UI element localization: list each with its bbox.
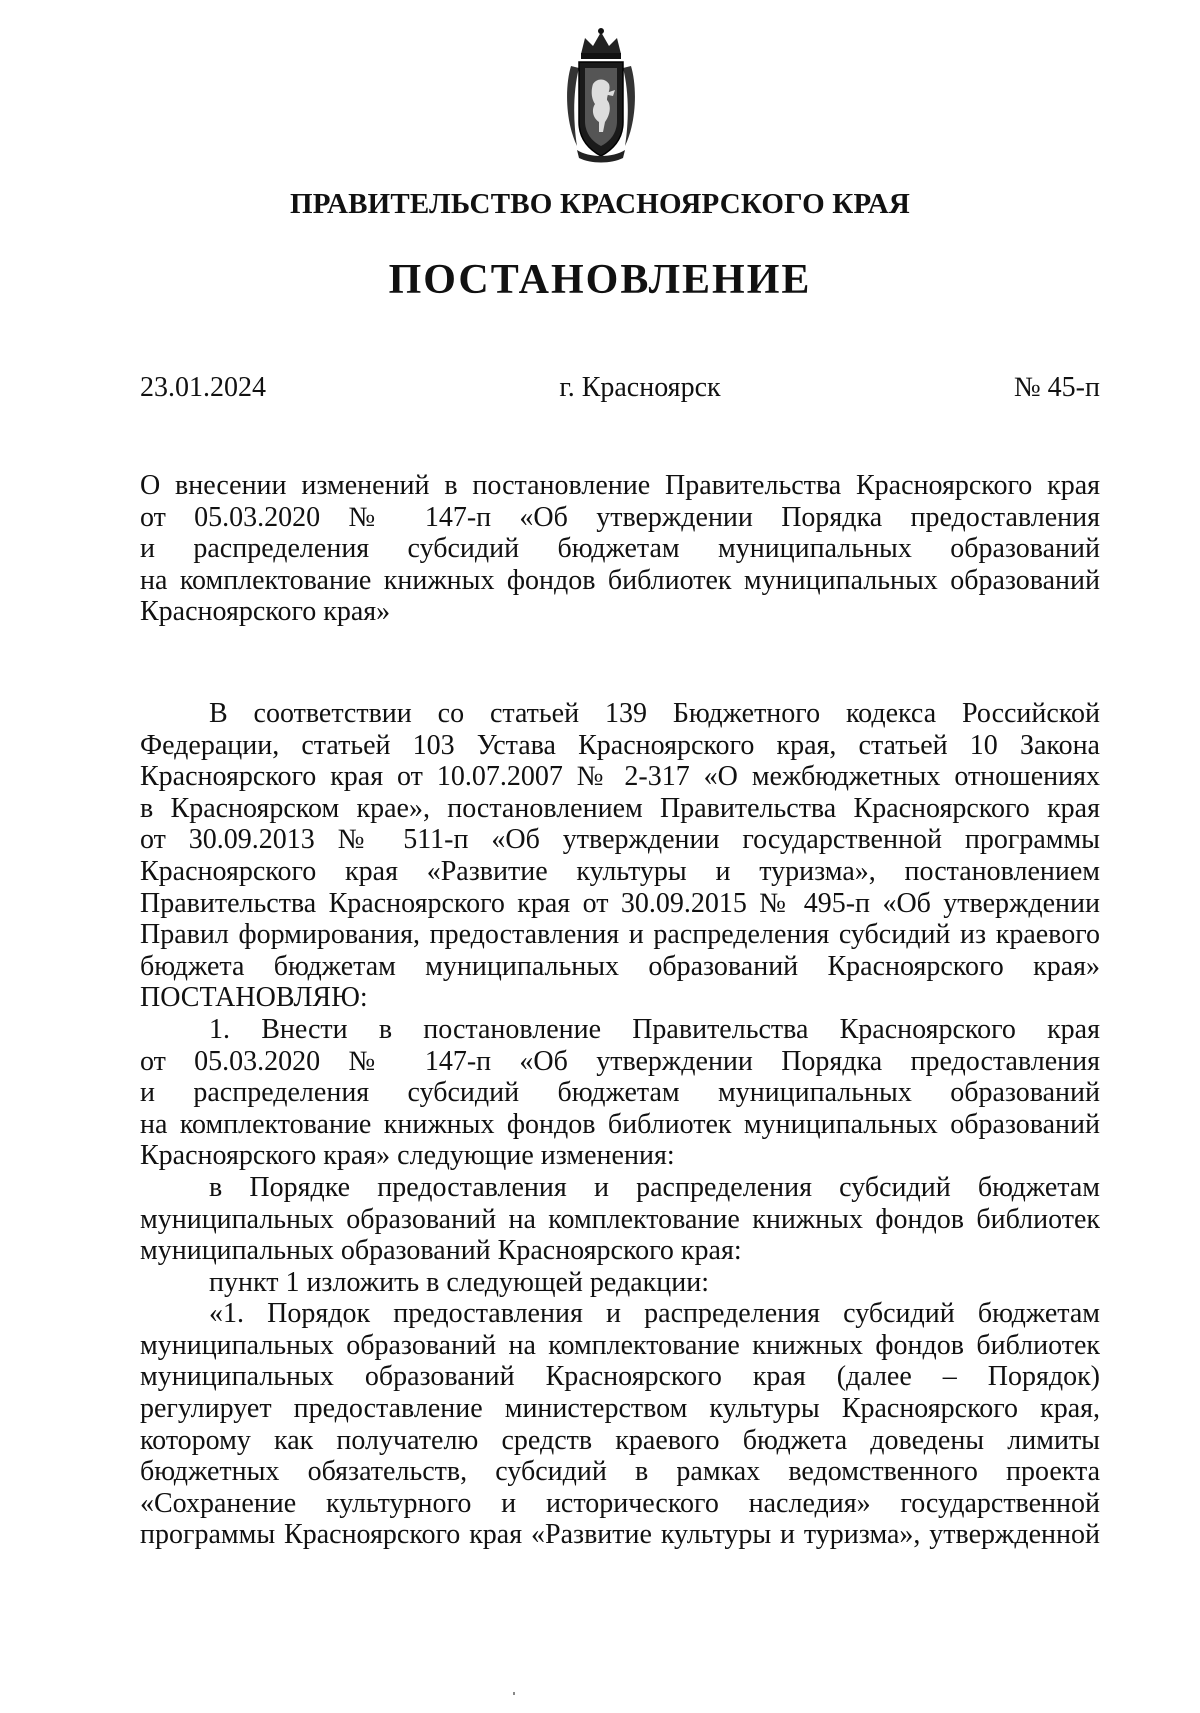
body-line: от 30.09.2013 № 511-п «Об утверждении государственной программы <box>140 824 1100 856</box>
body-line: ПОСТАНОВЛЯЮ: <box>140 982 368 1014</box>
body-line: Правительства Красноярского края от 30.09.2015 № 495-п «Об утверждении <box>140 887 1100 919</box>
krasnoyarsk-coat-of-arms-icon <box>563 26 639 166</box>
body-line: регулирует предоставление министерством культуры Красноярского края, <box>140 1393 1100 1425</box>
body-line: «Сохранение культурного и исторического наследия» государственной <box>140 1487 1100 1519</box>
body-line: муниципальных образований на комплектование книжных фондов библиотек <box>140 1203 1100 1235</box>
body-line: муниципальных образований Красноярского края (далее – Порядок) <box>140 1361 1100 1393</box>
document-number: № 45-п <box>1013 372 1100 403</box>
body-line: которому как получателю средств краевого бюджета доведены лимиты <box>140 1424 1100 1456</box>
body-line: муниципальных образований Красноярского края: <box>140 1235 742 1267</box>
body-line: на комплектование книжных фондов библиотек муниципальных образований <box>140 1108 1100 1140</box>
body-line: пункт 1 изложить в следующей редакции: <box>209 1266 709 1298</box>
body-line: Федерации, статьей 103 Устава Красноярского края, статьей 10 Закона <box>140 729 1100 761</box>
document-body <box>140 698 1100 1551</box>
body-line: Красноярского края» следующие изменения: <box>140 1140 675 1172</box>
body-line: Красноярского края от 10.07.2007 № 2-317 «О межбюджетных отношениях <box>140 761 1100 793</box>
document-meta-row <box>140 372 1100 404</box>
body-line: В соответствии со статьей 139 Бюджетного кодекса Российской <box>209 698 1100 729</box>
document-subject <box>140 470 1100 628</box>
body-line: бюджета бюджетам муниципальных образований Красноярского края» <box>140 950 1100 982</box>
document-date: 23.01.2024 <box>140 372 266 403</box>
body-line: от 05.03.2020 № 147-п «Об утверждении Порядка предоставления <box>140 1045 1100 1077</box>
body-line: в Порядке предоставления и распределения субсидий бюджетам <box>209 1171 1100 1203</box>
body-line: муниципальных образований на комплектование книжных фондов библиотек <box>140 1329 1100 1361</box>
body-line: «1. Порядок предоставления и распределения субсидий бюджетам <box>209 1298 1100 1330</box>
body-line: программы Красноярского края «Развитие культуры и туризма», утвержденной <box>140 1519 1100 1551</box>
subject-line: от 05.03.2020 № 147-п «Об утверждении Порядка предоставления <box>140 501 1100 533</box>
subject-line: Красноярского края» <box>140 596 391 628</box>
subject-line: О внесении изменений в постановление Правительства Красноярского края <box>140 470 1100 501</box>
subject-line: на комплектование книжных фондов библиотек муниципальных образований <box>140 564 1100 596</box>
body-line: Правил формирования, предоставления и распределения субсидий из краевого <box>140 919 1100 951</box>
scan-dot <box>513 1692 515 1695</box>
organization-title: ПРАВИТЕЛЬСТВО КРАСНОЯРСКОГО КРАЯ <box>289 188 911 220</box>
subject-line: и распределения субсидий бюджетам муниципальных образований <box>140 533 1100 565</box>
body-line: Красноярского края «Развитие культуры и туризма», постановлением <box>140 855 1100 887</box>
body-line: в Красноярском крае», постановлением Правительства Красноярского края <box>140 792 1100 824</box>
body-line: бюджетных обязательств, субсидий в рамках ведомственного проекта <box>140 1456 1100 1488</box>
body-line: 1. Внести в постановление Правительства Красноярского края <box>209 1013 1100 1045</box>
document-type-title: ПОСТАНОВЛЕНИЕ <box>388 257 812 303</box>
document-city: г. Красноярск <box>559 372 721 403</box>
body-line: и распределения субсидий бюджетам муниципальных образований <box>140 1077 1100 1109</box>
